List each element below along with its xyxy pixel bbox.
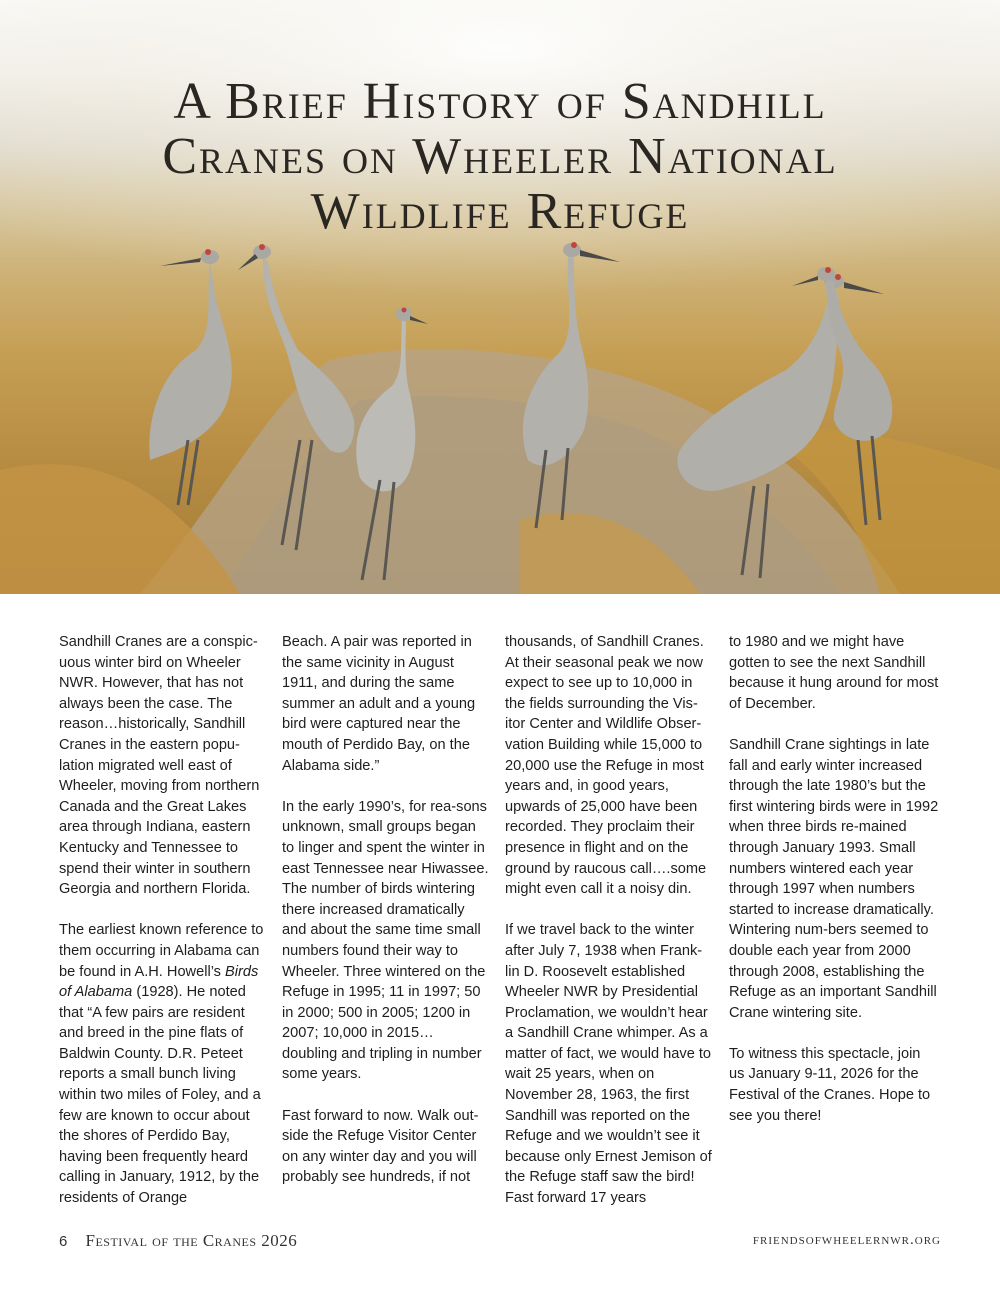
publication-title: Festival of the Cranes 2026 [85,1231,298,1250]
website-link[interactable]: friendsofwheelernwr.org [752,1232,941,1248]
paragraph: to 1980 and we might have gotten to see the next Sandhill because it hung around for most of December. [729,634,939,712]
article-title [0,74,1000,239]
article-column-3 [505,632,715,1229]
paragraph: If we travel back to the winter after July 7, 1938 when Frank-lin D. Roosevelt established Wheeler NWR by Presidential Proclamation, we wouldn’t hear a Sandhill Crane whimper. As a matter of fact, we would have to wait 25 years, when on November 28, 1963, the first Sandhill was reported on the Refuge and we wouldn’t see it because only Ernest Jemison of the Refuge staff saw the bird! Fast forward 17 years [505,922,712,1207]
paragraph: In the early 1990’s, for rea-sons unknown, small groups began to linger and spent the winter in east Tennessee near Hiwassee. The number of birds wintering there increased dramatically and about the same time small numbers found their way to Wheeler. Three wintered on the Refuge in 1995; 11 in 1997; 50 in 2000; 500 in 2005; 1200 in 2007; 10,000 in 2015… doubling and tripling in number some years. [282,798,489,1083]
book-title: Birds of Alabama [59,963,259,1001]
page-number: 6 [59,1233,68,1250]
paragraph-text: (1928). He noted that “A few pairs are resident and breed in the pine flats of Baldwin County. D.R. Peteet reports a small bunch living within two miles of Foley, and a few are known to occur about the shores of Perdido Bay, having been frequently heard calling in January, 1912, by the residents of Orange [59,984,261,1207]
article-column-1 [59,632,269,1229]
paragraph-text: The earliest known reference to them occurring in Alabama can be found in A.H. Howell’s [59,922,264,980]
paragraph: To witness this spectacle, join us January 9-11, 2026 for the Festival of the Cranes. Hope to see you there! [729,1045,931,1124]
paragraph: Sandhill Cranes are a conspic-uous winter bird on Wheeler NWR. However, that has not always been the case. The reason…historically, Sandhill Cranes in the eastern popu-lation migrated well east of Wheeler, moving from northern Canada and the Great Lakes area through Indiana, eastern Kentucky and Tennessee to spend their winter in southern Georgia and northern Florida. [59,634,260,898]
paragraph: Beach. A pair was reported in the same vicinity in August 1911, and during the same summer an adult and a young bird were captured near the mouth of Perdido Bay, on the Alabama side.” [282,634,476,774]
paragraph [59,920,269,1208]
article-title-line-1: A Brief History of Sandhill [173,73,827,130]
hero-photo [0,0,1000,594]
paragraph: thousands, of Sandhill Cranes. At their seasonal peak we now expect to see up to 10,000 in the fields surrounding the Vis-itor Center and Wildlife Obser-vation Building while 15,000 to 20,000 use the Refuge in most years and, in good years, upwards of 25,000 have been recorded. They proclaim their presence in flight and on the ground by raucous call….some might even call it a noisy din. [505,634,707,898]
paragraph: Fast forward to now. Walk out-side the Refuge Visitor Center on any winter day and you will probably see hundreds, if not [282,1107,479,1186]
article-body [59,632,943,1217]
article-title-line-3: Wildlife Refuge [310,183,690,240]
article-column-4 [729,632,939,1147]
article-column-2 [282,632,492,1209]
paragraph: Sandhill Crane sightings in late fall and early winter increased through the late 1980’s but the first wintering birds were in 1992 when three birds re-mained through January 1993. Small numbers wintered each year through 1997 when numbers started to increase dramatically. Wintering num-bers seemed to double each year from 2000 through 2008, establishing the Refuge as an important Sandhill Crane wintering site. [729,736,939,1021]
page-footer [59,1232,297,1251]
article-title-line-2: Cranes on Wheeler National [162,128,838,185]
